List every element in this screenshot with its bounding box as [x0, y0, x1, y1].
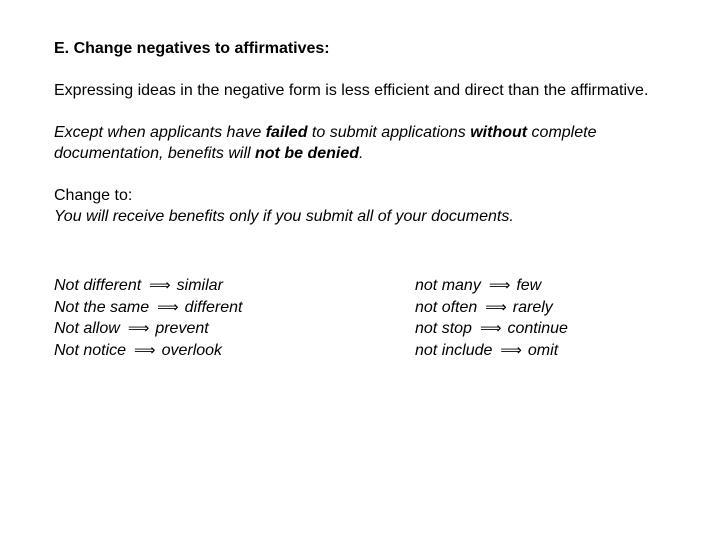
pair-negative: not stop	[415, 320, 472, 337]
pair-negative: Not the same	[54, 298, 150, 316]
implies-arrow-icon: ⟹	[157, 297, 179, 316]
implies-arrow-icon: ⟹	[134, 340, 156, 359]
pair-affirmative: rarely	[512, 298, 553, 316]
example-text-1: Except when applicants have	[54, 124, 266, 141]
pair-item	[54, 297, 242, 319]
pair-affirmative: few	[516, 277, 542, 294]
pair-affirmative: continue	[507, 320, 568, 337]
pair-affirmative: different	[184, 298, 243, 316]
affirmative-example: You will receive benefits only if you submit all of your documents.	[54, 208, 514, 225]
pair-item	[415, 275, 568, 297]
pair-item	[54, 318, 242, 340]
pair-negative: not often	[415, 298, 478, 316]
pair-negative: Not allow	[54, 320, 120, 337]
example-bold-not-be-denied: not be denied	[255, 145, 359, 162]
intro-paragraph: Expressing ideas in the negative form is less efficient and direct than the affirmative.	[54, 82, 649, 99]
pair-item	[415, 297, 568, 319]
slide-content	[54, 38, 674, 227]
example-text-4: .	[359, 145, 364, 162]
example-text-2: to submit applications	[307, 124, 471, 141]
implies-arrow-icon: ⟹	[488, 276, 511, 294]
negative-example	[54, 122, 674, 164]
pair-negative: Not different	[54, 277, 142, 294]
implies-arrow-icon: ⟹	[500, 340, 522, 359]
pair-item	[415, 318, 568, 340]
implies-arrow-icon: ⟹	[479, 319, 502, 337]
implies-arrow-icon: ⟹	[127, 319, 150, 337]
example-bold-failed: failed	[265, 124, 308, 141]
pairs-list-right	[415, 275, 568, 361]
pair-negative: not include	[415, 341, 493, 359]
section-heading: E. Change negatives to affirmatives:	[54, 40, 330, 57]
pair-affirmative: overlook	[161, 341, 223, 359]
implies-arrow-icon: ⟹	[485, 297, 507, 316]
pair-negative: not many	[415, 277, 481, 294]
implies-arrow-icon: ⟹	[149, 276, 171, 294]
pair-affirmative: prevent	[155, 320, 209, 337]
pairs-list-left	[54, 275, 242, 361]
example-text-3: complete documentation, benefits will	[54, 124, 597, 162]
pair-affirmative: omit	[527, 341, 559, 359]
example-bold-without: without	[470, 124, 528, 141]
pair-item	[54, 340, 242, 362]
pair-affirmative: similar	[176, 277, 223, 294]
pair-item	[415, 340, 568, 362]
pair-negative: Not notice	[54, 341, 127, 359]
change-label: Change to:	[54, 187, 133, 204]
pair-item	[54, 275, 242, 297]
